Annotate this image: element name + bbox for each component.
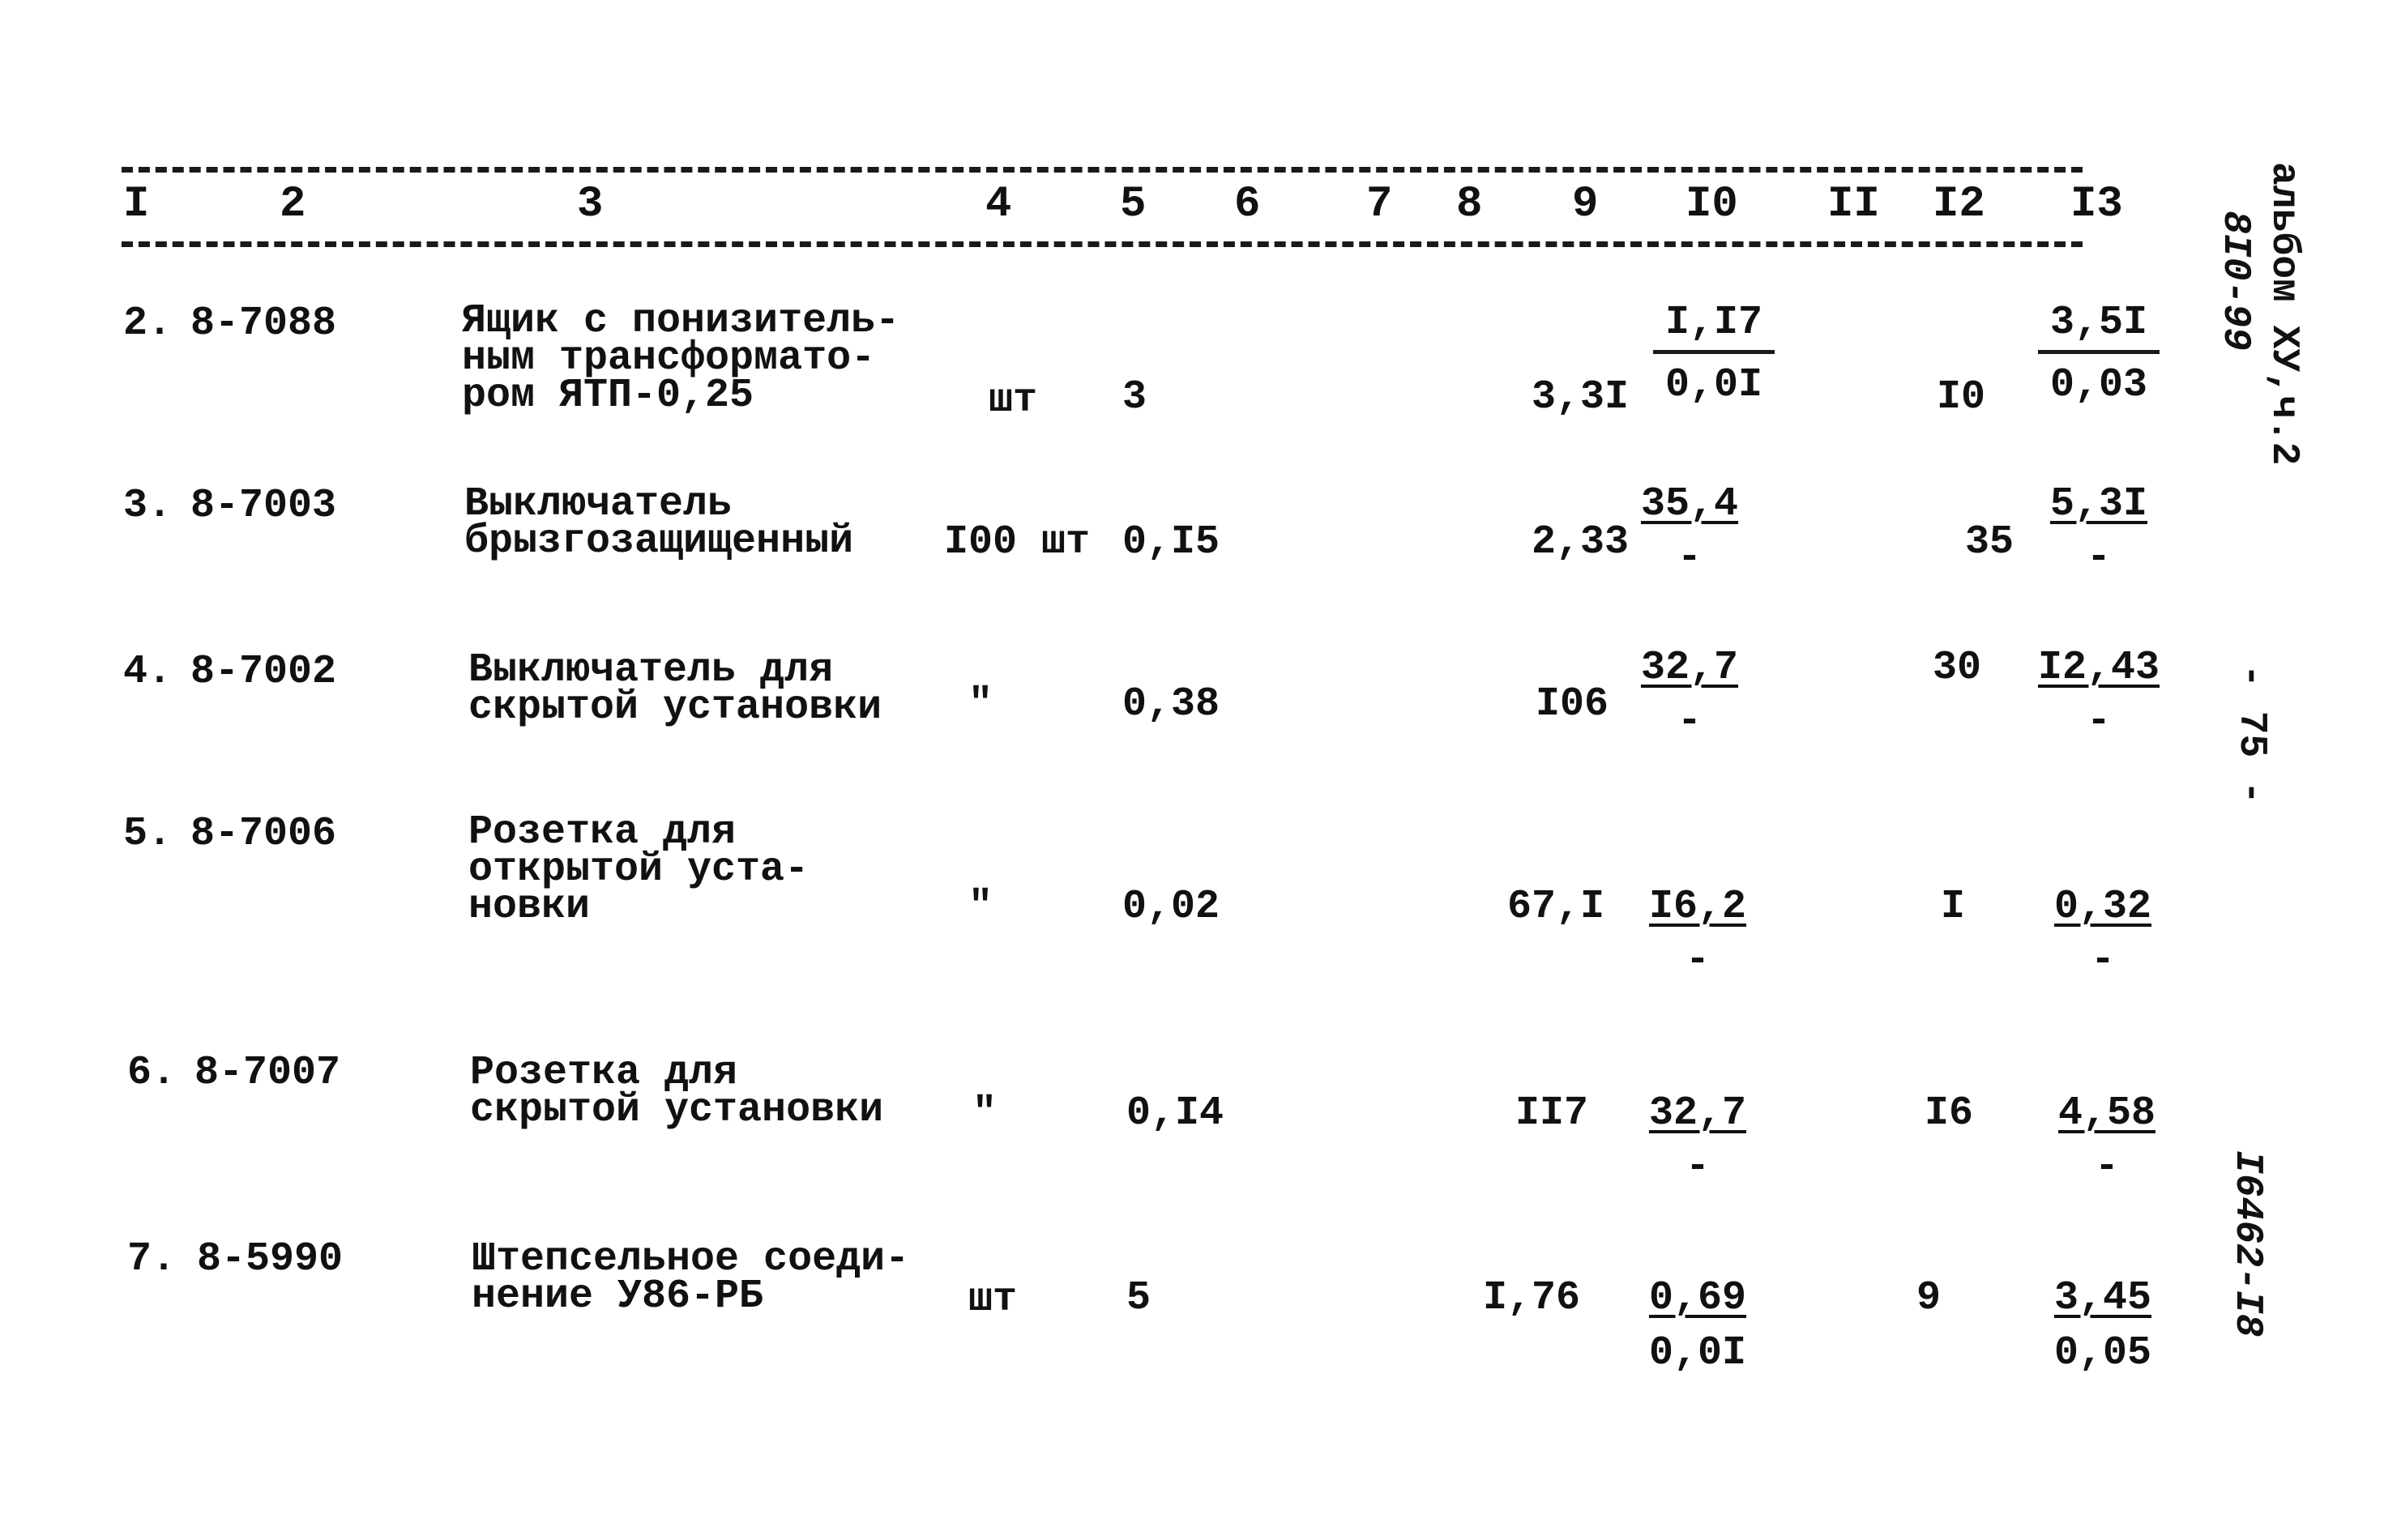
row-col12: I6 — [1925, 1090, 1974, 1137]
row-col13: 3,5I 0,03 — [2030, 303, 2168, 406]
row-col9: 2,33 — [1532, 519, 1630, 565]
row-number: 5. — [123, 811, 173, 857]
row-code: 8-7007 — [194, 1050, 341, 1096]
row-col9: II7 — [1515, 1090, 1589, 1137]
row-name: Ящик с понизитель- ным трансформато- ром ЯТП-0,25 — [462, 298, 900, 419]
row-code: 8-7006 — [190, 811, 337, 857]
row-qty: 0,02 — [1122, 884, 1220, 930]
row-unit: " — [972, 1090, 998, 1137]
row-col10: $\frac{0,69}{0,0I}$ — [1648, 1275, 1747, 1376]
row-code: 8-7003 — [190, 483, 337, 529]
row-col9: 3,3I — [1532, 374, 1630, 420]
row-qty: 0,I5 — [1122, 519, 1220, 565]
row-unit: " — [968, 884, 993, 930]
row-col10: I,I7 0,0I — [1645, 303, 1783, 406]
col-header-5: 5 — [1120, 180, 1147, 229]
col-header-1: I — [123, 180, 150, 229]
col-header-6: 6 — [1234, 180, 1261, 229]
row-unit: шт — [968, 1277, 1018, 1323]
row-col10: I6,2 - — [1648, 884, 1747, 983]
col-header-2: 2 — [280, 180, 306, 229]
col-header-7: 7 — [1366, 180, 1393, 229]
row-number: 4. — [123, 649, 173, 695]
row-col9: I06 — [1536, 681, 1609, 727]
margin-page-number: - 75 - — [2229, 664, 2273, 804]
row-col13: I2,43 - — [2037, 645, 2160, 744]
row-col12: I0 — [1937, 374, 1986, 420]
row-qty: 0,38 — [1122, 681, 1220, 727]
row-col13: 0,32 - — [2053, 884, 2152, 983]
row-unit: I00 шт — [944, 519, 1091, 565]
row-qty: 0,I4 — [1126, 1090, 1224, 1137]
header-rule-top — [122, 167, 2083, 173]
row-col10: 32,7 - — [1648, 1090, 1747, 1190]
col-header-12: I2 — [1933, 180, 1985, 229]
row-name: Розетка для скрытой установки — [470, 1050, 884, 1133]
col-header-3: 3 — [577, 180, 604, 229]
row-number: 2. — [123, 301, 173, 347]
col-header-9: 9 — [1572, 180, 1599, 229]
row-number: 7. — [127, 1236, 177, 1282]
row-unit: " — [968, 681, 993, 727]
row-col10: 32,7 - — [1640, 645, 1739, 744]
row-col9: I,76 — [1483, 1275, 1581, 1321]
row-unit: шт — [989, 378, 1038, 424]
row-col12: 35 — [1965, 519, 2014, 565]
header-rule-bottom — [122, 241, 2083, 247]
row-code: 8-7002 — [190, 649, 337, 695]
margin-document-number: I6462-I8 — [2225, 1150, 2269, 1337]
row-col12: 30 — [1933, 645, 1982, 691]
row-col12: 9 — [1916, 1275, 1942, 1321]
row-qty: 3 — [1122, 374, 1147, 420]
row-col12: I — [1941, 884, 1966, 930]
row-code: 8-7088 — [190, 301, 337, 347]
row-name: Штепсельное соеди- нение У86-РБ — [472, 1236, 910, 1320]
row-col13: 4,58 - — [2057, 1090, 2156, 1190]
row-number: 3. — [123, 483, 173, 529]
row-name: Выключатель брызгозащищенный — [464, 481, 854, 565]
row-qty: 5 — [1126, 1275, 1151, 1321]
row-code: 8-5990 — [197, 1236, 344, 1282]
row-number: 6. — [127, 1050, 177, 1096]
col-header-13: I3 — [2070, 180, 2123, 229]
row-col9: 67,I — [1507, 884, 1605, 930]
col-header-8: 8 — [1456, 180, 1483, 229]
col-header-10: I0 — [1685, 180, 1738, 229]
row-col13: $\frac{3,45}{0,05}$ — [2053, 1275, 2152, 1376]
row-name: Розетка для открытой уста- новки — [468, 809, 810, 930]
row-col13: 5,3I - — [2049, 481, 2148, 581]
margin-code-label: 8I0-99 — [2213, 211, 2257, 351]
col-header-4: 4 — [985, 180, 1012, 229]
margin-album-label: альбом XУ,ч.2 — [2262, 162, 2305, 466]
col-header-11: II — [1827, 180, 1880, 229]
row-col10: 35,4 - — [1640, 481, 1739, 581]
row-name: Выключатель для скрытой установки — [468, 647, 882, 731]
